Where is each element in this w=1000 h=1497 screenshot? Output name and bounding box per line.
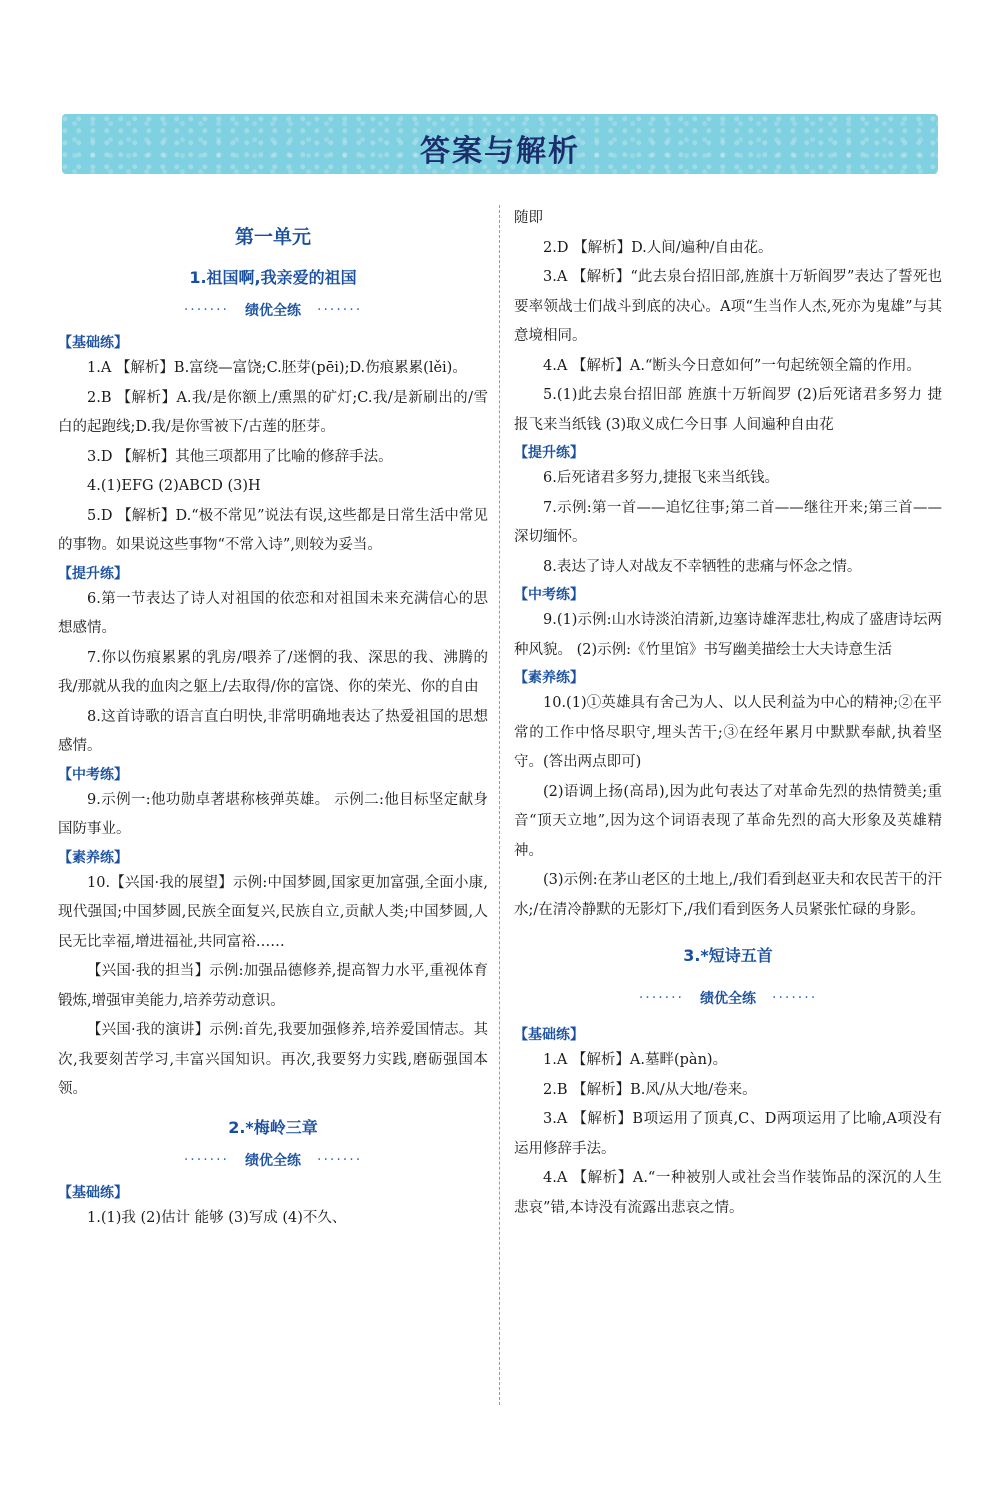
answer-item: 10.(1)①英雄具有舍己为人、以人民利益为中心的精神;②在平常的工作中恪尽职守,埋头苦干;③在经年累月中默默奉献,执着坚守。(答出两点即可) <box>514 695 942 770</box>
answer-item: 4.A 【解析】A.“一种被别人或社会当作装饰品的深沉的人生悲哀”错,本诗没有流露出悲哀之情。 <box>514 1170 942 1216</box>
section-tag-exam: 【中考练】 <box>514 587 584 603</box>
answer-item: 8.这首诗歌的语言直白明快,非常明确地表达了热爱祖国的思想感情。 <box>58 708 488 754</box>
section-tag-exam: 【中考练】 <box>58 766 128 783</box>
lesson-title: 2.*梅岭三章 <box>228 1117 318 1137</box>
left-column <box>58 210 488 1233</box>
sub-label: 绩优全练 <box>700 991 756 1007</box>
decor-dots: ······· <box>638 990 684 1006</box>
answer-item: 4.A 【解析】A.“断头今日意如何”一句起统领全篇的作用。 <box>543 357 921 374</box>
section-tag-basic: 【基础练】 <box>58 1184 128 1201</box>
answer-item: 3.A 【解析】“此去泉台招旧部,旌旗十万斩阎罗”表达了誓死也要率领战士们战斗到底的决心。A项“生当作人杰,死亦为鬼雄”与其意境相同。 <box>514 269 942 344</box>
section-tag-literacy: 【素养练】 <box>58 849 128 866</box>
answer-item: 4.(1)EFG (2)ABCD (3)H <box>87 478 261 494</box>
answer-item: 10.【兴国·我的展望】示例:中国梦圆,国家更加富强,全面小康,现代强国;中国梦圆,民族全面复兴,民族自立,贡献人类;中国梦圆,人民无比幸福,增进福祉,共同富裕…… <box>58 874 488 950</box>
answer-item: 【兴国·我的演讲】示例:首先,我要加强修养,培养爱国情志。其次,我要刻苦学习,丰富兴国知识。再次,我要努力实践,磨砺强国本领。 <box>58 1022 488 1097</box>
right-column <box>514 204 942 1223</box>
section-tag-basic: 【基础练】 <box>514 1027 584 1043</box>
answer-item: 3.A 【解析】B项运用了顶真,C、D两项运用了比喻,A项没有运用修辞手法。 <box>514 1111 942 1157</box>
section-tag-literacy: 【素养练】 <box>514 670 584 686</box>
answer-item: 7.你以伤痕累累的乳房/喂养了/迷惘的我、深思的我、沸腾的我/那就从我的血肉之躯上/去取得/你的富饶、你的荣光、你的自由 <box>58 649 488 695</box>
sub-banner <box>58 1150 488 1170</box>
lesson-title: 1.祖国啊,我亲爱的祖国 <box>189 268 357 287</box>
answer-item: 1.A 【解析】B.富绕—富饶;C.胚芽(pēi);D.伤痕累累(lěi)。 <box>87 360 467 376</box>
answer-item: 2.B 【解析】A.我/是你额上/熏黑的矿灯;C.我/是新刷出的/雪白的起跑线;D.我/是你雪被下/古莲的胚芽。 <box>58 389 488 435</box>
decor-dots: ······· <box>317 302 363 318</box>
decor-dots: ······· <box>183 1151 229 1168</box>
answer-item: 随即 <box>514 210 543 226</box>
answer-item: 2.B 【解析】B.风/从大地/卷来。 <box>543 1081 757 1098</box>
answer-item: 2.D 【解析】D.人间/遍种/自由花。 <box>543 239 773 256</box>
answer-banner <box>62 114 938 174</box>
lesson-title: 3.*短诗五首 <box>683 946 773 965</box>
answer-item: 9.示例一:他功勋卓著堪称核弹英雄。 示例二:他目标坚定献身国防事业。 <box>58 791 488 837</box>
sub-label: 绩优全练 <box>245 303 301 319</box>
sub-label: 绩优全练 <box>245 1152 301 1169</box>
decor-dots: ······· <box>772 990 818 1006</box>
column-divider <box>499 205 501 1405</box>
banner-title: 答案与解析 <box>420 134 580 169</box>
answer-item: 6.后死诸君多努力,捷报飞来当纸钱。 <box>543 470 779 486</box>
decor-dots: ······· <box>317 1151 363 1168</box>
answer-item: 1.A 【解析】A.墓畔(pàn)。 <box>543 1052 728 1068</box>
section-tag-up: 【提升练】 <box>58 565 128 582</box>
unit-title: 第一单元 <box>234 226 311 248</box>
answer-item: 9.(1)示例:山水诗淡泊清新,边塞诗雄浑悲壮,构成了盛唐诗坛两种风貌。 (2)示例:《竹里馆》书写幽美描绘士大夫诗意生活 <box>514 612 942 658</box>
decor-dots: ······· <box>183 302 229 318</box>
answer-item: 5.D 【解析】D.“极不常见”说法有误,这些都是日常生活中常见的事物。如果说这些事物“不常入诗”,则较为妥当。 <box>58 507 488 553</box>
answer-item: 6.第一节表达了诗人对祖国的依恋和对祖国未来充满信心的思想感情。 <box>58 590 488 636</box>
answer-item: 【兴国·我的担当】示例:加强品德修养,提高智力水平,重视体育锻炼,增强审美能力,培养劳动意识。 <box>58 963 488 1009</box>
answer-item: 5.(1)此去泉台招旧部 旌旗十万斩阎罗 (2)后死诸君多努力 捷报飞来当纸钱 (3)取义成仁今日事 人间遍种自由花 <box>514 387 942 433</box>
sub-banner <box>58 300 488 320</box>
answer-item: 7.示例:第一首——追忆往事;第二首——继往开来;第三首——深切缅怀。 <box>514 499 942 545</box>
section-tag-up: 【提升练】 <box>514 445 584 461</box>
answer-item: 8.表达了诗人对战友不幸牺牲的悲痛与怀念之情。 <box>543 558 862 575</box>
answer-item: 1.(1)我 (2)估计 能够 (3)写成 (4)不久、 <box>87 1209 347 1226</box>
answer-item: 3.D 【解析】其他三项都用了比喻的修辞手法。 <box>87 448 393 465</box>
answer-item: (3)示例:在茅山老区的土地上,/我们看到赵亚夫和农民苦干的汗水;/在清冷静默的无影灯下,/我们看到医务人员紧张忙碌的身影。 <box>514 872 942 918</box>
sub-banner <box>514 988 942 1008</box>
section-tag-basic: 【基础练】 <box>58 335 128 351</box>
answer-item: (2)语调上扬(高昂),因为此句表达了对革命先烈的热情赞美;重音“顶天立地”,因为这个词语表现了革命先烈的高大形象及英雄精神。 <box>514 783 942 859</box>
